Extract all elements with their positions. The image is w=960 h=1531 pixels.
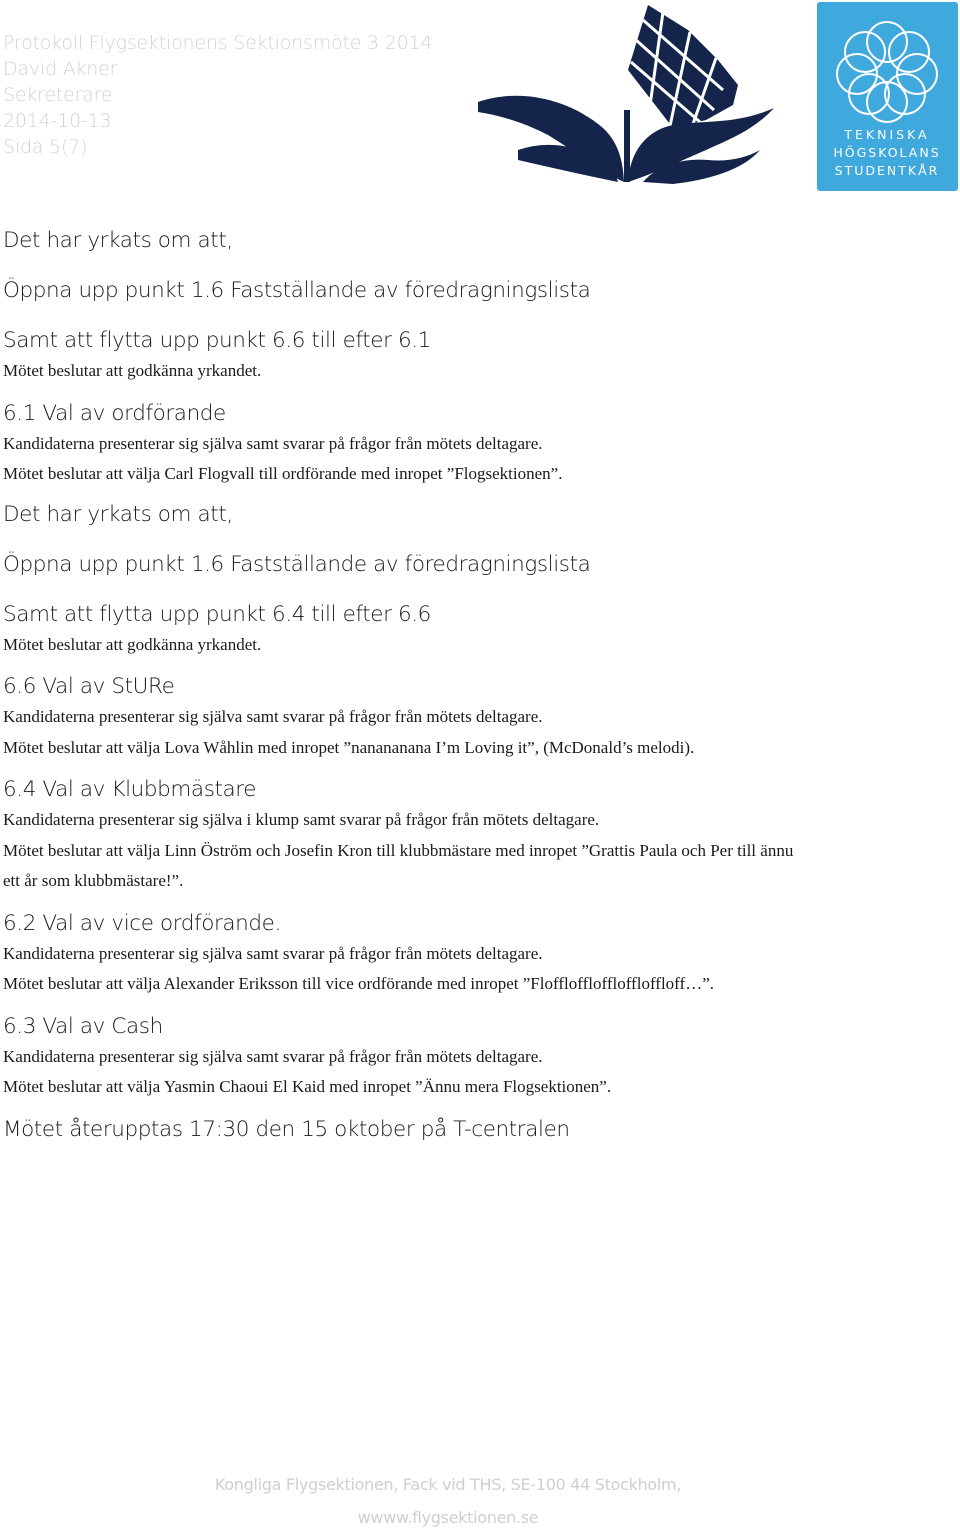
footer-address: Kongliga Flygsektionen, Fack vid THS, SE-100 44 Stockholm, bbox=[214, 1475, 682, 1494]
ths-logo bbox=[817, 2, 958, 191]
paragraph: Mötet beslutar att välja Lova Wåhlin med inropet ”nanananana I’m Loving it”, (McDonald’s melodi). bbox=[3, 737, 695, 757]
motion-intro: Det har yrkats om att, bbox=[3, 501, 233, 527]
document-title: Protokoll Flygsektionens Sektionsmöte 3 2014 bbox=[3, 32, 433, 54]
paragraph: Kandidaterna presenterar sig själva samt svarar på frågor från mötets deltagare. bbox=[3, 707, 543, 726]
svg-text:HÖGSKOLANS: HÖGSKOLANS bbox=[833, 145, 941, 160]
decision-text: Mötet beslutar att godkänna yrkandet. bbox=[3, 361, 262, 380]
footer-website[interactable]: wwww.flygsektionen.se bbox=[357, 1508, 539, 1527]
paragraph: Mötet beslutar att välja Carl Flogvall till ordförande med inropet ”Flogsektionen”. bbox=[3, 464, 563, 483]
paragraph: Mötet beslutar att välja Yasmin Chaoui El Kaid med inropet ”Ännu mera Flogsektionen”. bbox=[3, 1077, 612, 1096]
document-header-meta bbox=[3, 30, 432, 160]
motion-line: Öppna upp punkt 1.6 Fastställande av föredragningslista bbox=[3, 278, 591, 303]
section-heading: 6.1 Val av ordförande bbox=[3, 400, 226, 426]
svg-text:STUDENTKÅR: STUDENTKÅR bbox=[834, 163, 940, 178]
document-role: Sekreterare bbox=[3, 84, 113, 106]
decision-text: Mötet beslutar att godkänna yrkandet. bbox=[3, 634, 262, 654]
section-heading: 6.6 Val av StURe bbox=[3, 674, 175, 699]
motion-intro: Det har yrkats om att, bbox=[3, 228, 233, 253]
section-heading: 6.2 Val av vice ordförande. bbox=[3, 910, 281, 936]
svg-text:TEKNISKA: TEKNISKA bbox=[844, 127, 930, 142]
motion-line: Samt att flytta upp punkt 6.4 till efter 6.6 bbox=[3, 601, 431, 627]
flygsektionen-logo bbox=[478, 0, 778, 186]
motion-line: Öppna upp punkt 1.6 Fastställande av föredragningslista bbox=[3, 551, 591, 577]
paragraph: Kandidaterna presenterar sig själva i klump samt svarar på frågor från mötets deltagare. bbox=[3, 810, 600, 829]
page-number: Sida 5(7) bbox=[3, 136, 88, 158]
paragraph: ett år som klubbmästare!”. bbox=[3, 871, 184, 890]
paragraph: Mötet beslutar att välja Alexander Eriksson till vice ordförande med inropet ”Floffloffloffloffloffloff…”. bbox=[3, 974, 714, 993]
document-author: David Akner bbox=[3, 58, 118, 80]
paragraph: Kandidaterna presenterar sig själva samt svarar på frågor från mötets deltagare. bbox=[3, 1046, 543, 1066]
section-heading: 6.3 Val av Cash bbox=[3, 1013, 163, 1039]
paragraph: Mötet beslutar att välja Linn Öström och Josefin Kron till klubbmästare med inropet ”Grattis Paula och Per till ännu bbox=[3, 840, 794, 860]
paragraph: Kandidaterna presenterar sig själva samt svarar på frågor från mötets deltagare. bbox=[3, 433, 543, 453]
document-body bbox=[3, 226, 943, 1145]
section-heading: 6.4 Val av Klubbmästare bbox=[3, 777, 257, 802]
document-date: 2014-10-13 bbox=[3, 110, 112, 132]
closing-statement: Mötet återupptas 17:30 den 15 oktober på T-centralen bbox=[3, 1116, 570, 1142]
motion-line: Samt att flytta upp punkt 6.6 till efter 6.1 bbox=[3, 328, 431, 353]
paragraph: Kandidaterna presenterar sig själva samt svarar på frågor från mötets deltagare. bbox=[3, 943, 543, 963]
